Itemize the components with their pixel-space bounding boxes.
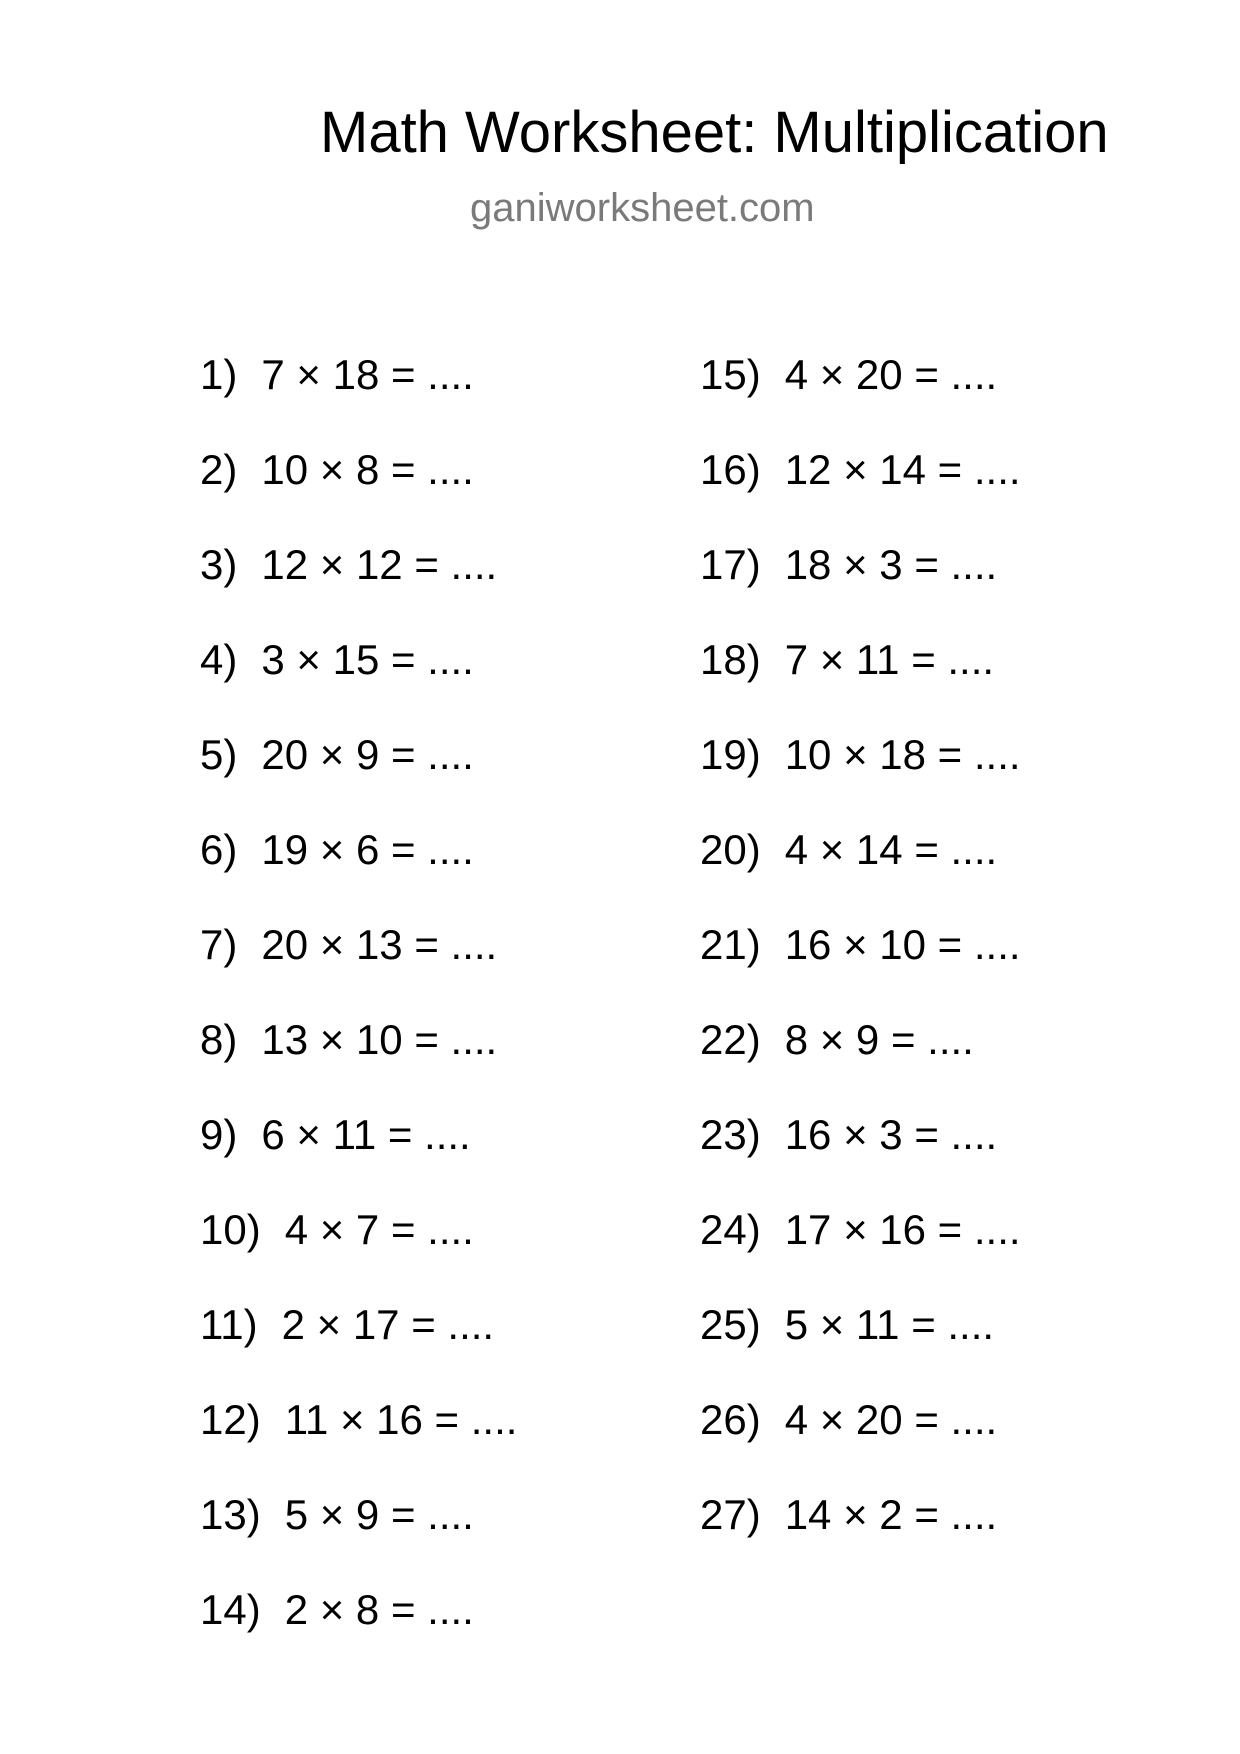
- problem-number: 9): [200, 1111, 238, 1158]
- problem-item: [200, 1485, 517, 1580]
- problem-item: [200, 440, 517, 535]
- problem-expression: 14 × 2 = ....: [784, 1491, 998, 1538]
- problem-expression: 16 × 10 = ....: [784, 921, 1021, 968]
- problem-expression: 13 × 10 = ....: [261, 1016, 498, 1063]
- problem-item: [700, 630, 1021, 725]
- problem-item: [700, 725, 1021, 820]
- problem-number: 21): [700, 921, 761, 968]
- problem-expression: 4 × 7 = ....: [284, 1206, 474, 1253]
- problem-number: 1): [200, 351, 238, 398]
- problem-item: [200, 1390, 517, 1485]
- problem-expression: 11 × 16 = ....: [284, 1396, 518, 1443]
- problem-expression: 5 × 9 = ....: [284, 1491, 474, 1538]
- problem-expression: 4 × 20 = ....: [784, 1396, 998, 1443]
- problem-number: 23): [700, 1111, 761, 1158]
- problem-number: 3): [200, 541, 238, 588]
- problem-expression: 10 × 18 = ....: [784, 731, 1021, 778]
- problem-item: [700, 1295, 1021, 1390]
- problem-item: [200, 535, 517, 630]
- problem-item: [200, 1105, 517, 1200]
- problem-item: [200, 345, 517, 440]
- problem-expression: 19 × 6 = ....: [261, 826, 474, 873]
- worksheet-title: Math Worksheet: Multiplication: [320, 100, 1109, 165]
- problem-number: 7): [200, 921, 238, 968]
- problem-item: [700, 345, 1021, 440]
- problem-item: [200, 1295, 517, 1390]
- problem-expression: 3 × 15 = ....: [261, 636, 474, 683]
- problem-item: [200, 1010, 517, 1105]
- problem-expression: 10 × 8 = ....: [261, 446, 474, 493]
- problem-number: 11): [200, 1301, 258, 1348]
- problem-column-right: [700, 345, 1021, 1580]
- problem-item: [700, 440, 1021, 535]
- worksheet-source: ganiworksheet.com: [470, 186, 815, 230]
- problem-item: [700, 1485, 1021, 1580]
- problem-expression: 6 × 11 = ....: [261, 1111, 471, 1158]
- problem-number: 27): [700, 1491, 761, 1538]
- problem-expression: 2 × 8 = ....: [284, 1586, 474, 1633]
- problem-expression: 4 × 14 = ....: [784, 826, 998, 873]
- problem-expression: 8 × 9 = ....: [784, 1016, 974, 1063]
- problem-number: 17): [700, 541, 761, 588]
- problem-number: 26): [700, 1396, 761, 1443]
- problem-item: [700, 1200, 1021, 1295]
- problem-number: 18): [700, 636, 761, 683]
- problem-number: 24): [700, 1206, 761, 1253]
- problem-number: 16): [700, 446, 761, 493]
- problem-item: [200, 1580, 517, 1675]
- problem-expression: 12 × 14 = ....: [784, 446, 1021, 493]
- problem-expression: 4 × 20 = ....: [784, 351, 998, 398]
- problem-item: [200, 725, 517, 820]
- problem-expression: 20 × 13 = ....: [261, 921, 498, 968]
- problem-expression: 5 × 11 = ....: [784, 1301, 995, 1348]
- problem-number: 4): [200, 636, 238, 683]
- problem-expression: 7 × 18 = ....: [261, 351, 474, 398]
- problem-number: 14): [200, 1586, 261, 1633]
- problem-number: 15): [700, 351, 761, 398]
- problem-number: 25): [700, 1301, 761, 1348]
- problem-number: 12): [200, 1396, 261, 1443]
- problem-number: 5): [200, 731, 238, 778]
- problem-number: 13): [200, 1491, 261, 1538]
- problem-expression: 18 × 3 = ....: [784, 541, 998, 588]
- problem-number: 10): [200, 1206, 261, 1253]
- problem-expression: 20 × 9 = ....: [261, 731, 474, 778]
- problem-number: 2): [200, 446, 238, 493]
- problem-number: 19): [700, 731, 761, 778]
- problem-item: [700, 915, 1021, 1010]
- problem-item: [200, 820, 517, 915]
- problem-item: [700, 820, 1021, 915]
- problem-expression: 12 × 12 = ....: [261, 541, 498, 588]
- problem-item: [700, 1010, 1021, 1105]
- problem-expression: 2 × 17 = ....: [281, 1301, 495, 1348]
- problem-item: [700, 1390, 1021, 1485]
- problem-number: 8): [200, 1016, 238, 1063]
- problem-expression: 7 × 11 = ....: [784, 636, 995, 683]
- problem-item: [200, 915, 517, 1010]
- problem-item: [200, 630, 517, 725]
- problem-expression: 17 × 16 = ....: [784, 1206, 1021, 1253]
- problem-number: 22): [700, 1016, 761, 1063]
- problem-expression: 16 × 3 = ....: [784, 1111, 998, 1158]
- problem-number: 6): [200, 826, 238, 873]
- problem-item: [700, 535, 1021, 630]
- problem-number: 20): [700, 826, 761, 873]
- problem-item: [700, 1105, 1021, 1200]
- problem-item: [200, 1200, 517, 1295]
- problem-column-left: [200, 345, 517, 1675]
